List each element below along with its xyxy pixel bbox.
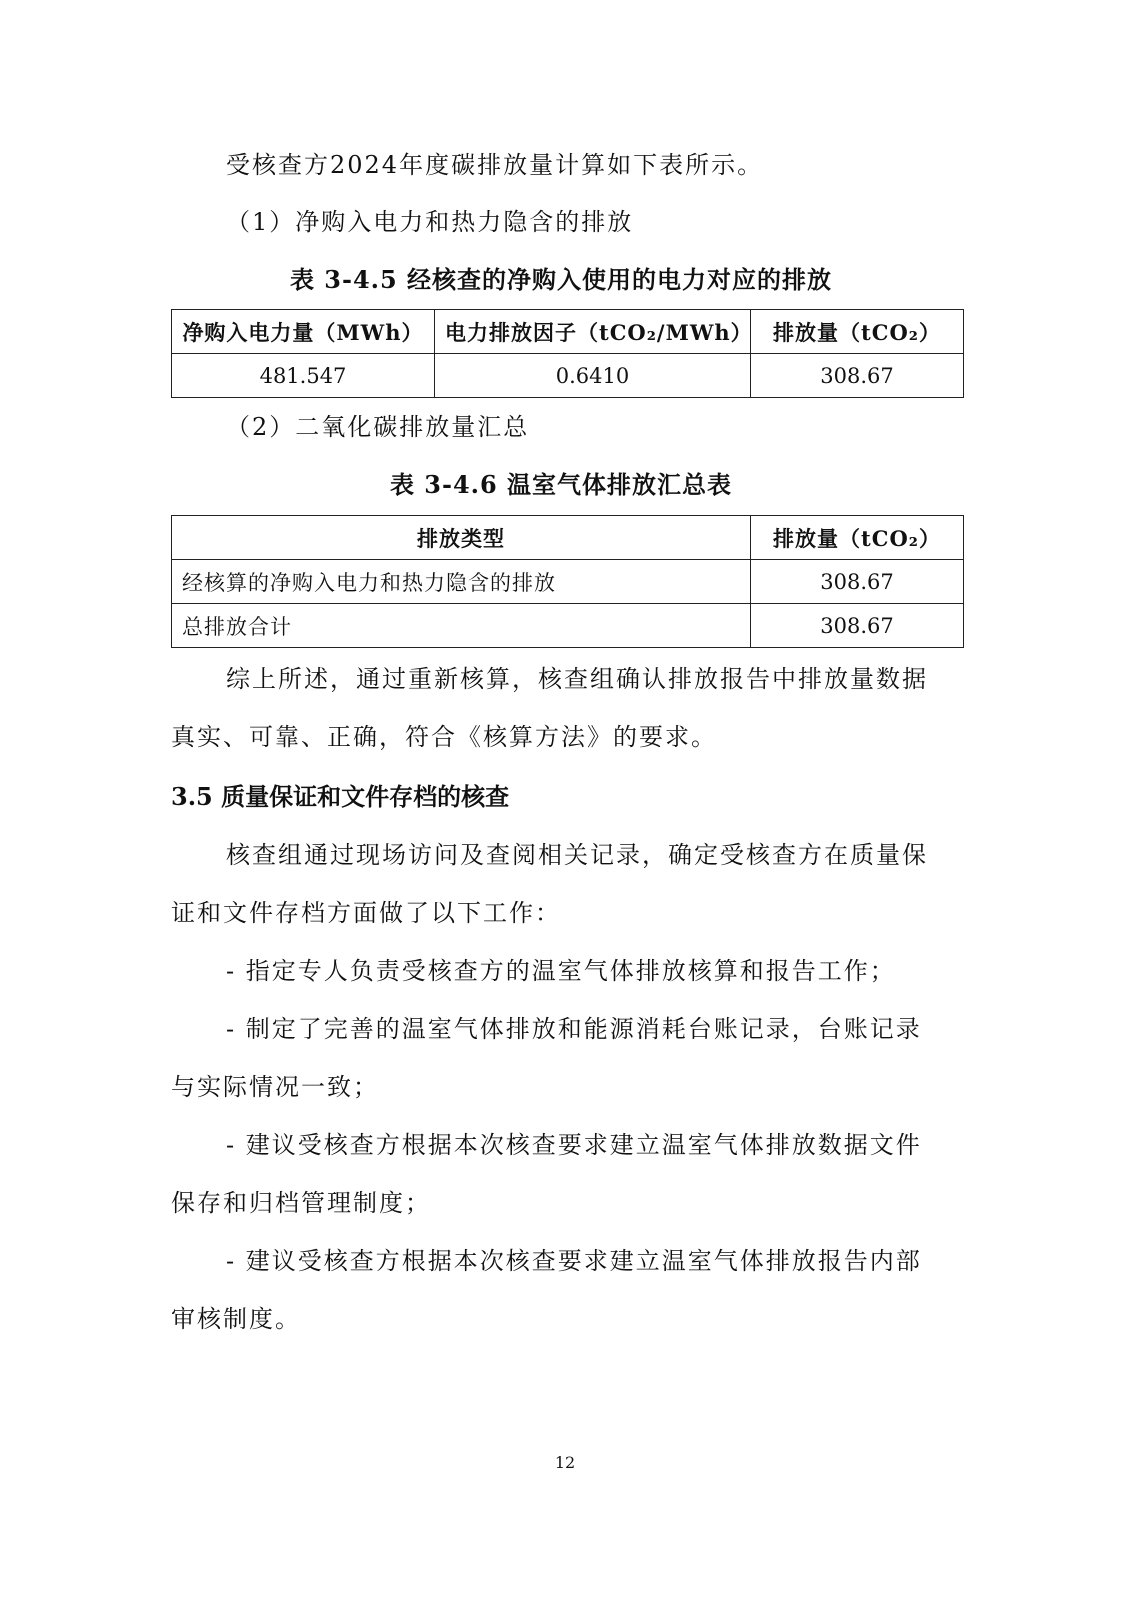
table-cell: 总排放合计: [172, 604, 751, 648]
ghg-summary-table: [171, 515, 964, 648]
bullet-item-continuation: 保存和归档管理制度；: [171, 1189, 431, 1217]
item-1-label: （1）净购入电力和热力隐含的排放: [226, 208, 634, 236]
section-intro-line-2: 证和文件存档方面做了以下工作：: [171, 899, 561, 927]
column-header: 排放量（tCO₂）: [751, 310, 964, 354]
column-header: 排放量（tCO₂）: [751, 516, 964, 560]
bullet-item-continuation: 与实际情况一致；: [171, 1073, 379, 1101]
page-number: 12: [554, 1453, 576, 1472]
table-cell: 经核算的净购入电力和热力隐含的排放: [172, 560, 751, 604]
section-heading: 3.5 质量保证和文件存档的核查: [171, 782, 510, 811]
table-header-row: [172, 310, 964, 354]
table-cell: 308.67: [751, 604, 964, 648]
column-header: 电力排放因子（tCO₂/MWh）: [435, 310, 751, 354]
table-2-caption: 表 3-4.6 温室气体排放汇总表: [389, 470, 733, 499]
column-header: 排放类型: [172, 516, 751, 560]
bullet-item: - 指定专人负责受核查方的温室气体排放核算和报告工作；: [226, 957, 896, 985]
table-header-row: [172, 516, 964, 560]
bullet-item: - 建议受核查方根据本次核查要求建立温室气体排放数据文件: [226, 1131, 922, 1159]
table-1-caption: 表 3-4.5 经核查的净购入使用的电力对应的排放: [289, 265, 833, 294]
table-cell: 0.6410: [435, 354, 751, 398]
electricity-emission-table: [171, 309, 964, 398]
conclusion-line-1: 综上所述，通过重新核算，核查组确认排放报告中排放量数据: [226, 665, 928, 693]
item-2-label: （2）二氧化碳排放量汇总: [226, 413, 530, 441]
bullet-item-continuation: 审核制度。: [171, 1305, 301, 1333]
bullet-item: - 建议受核查方根据本次核查要求建立温室气体排放报告内部: [226, 1247, 922, 1275]
table-row: [172, 604, 964, 648]
section-intro-line-1: 核查组通过现场访问及查阅相关记录，确定受核查方在质量保: [226, 841, 928, 869]
table-cell: 308.67: [751, 354, 964, 398]
intro-paragraph: 受核查方2024年度碳排放量计算如下表所示。: [226, 151, 764, 179]
table-cell: 308.67: [751, 560, 964, 604]
table-row: [172, 354, 964, 398]
conclusion-line-2: 真实、可靠、正确，符合《核算方法》的要求。: [171, 723, 717, 751]
bullet-item: - 制定了完善的温室气体排放和能源消耗台账记录，台账记录: [226, 1015, 922, 1043]
table-cell: 481.547: [172, 354, 435, 398]
column-header: 净购入电力量（MWh）: [172, 310, 435, 354]
table-row: [172, 560, 964, 604]
